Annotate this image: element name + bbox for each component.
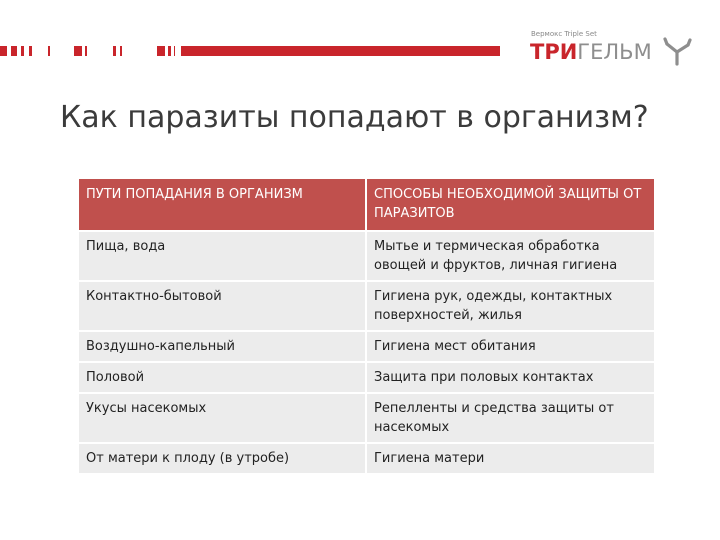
logo-word-grey: ГЕЛЬМ xyxy=(577,40,652,64)
route-cell: Контактно-бытовой xyxy=(78,281,366,331)
table-row xyxy=(78,231,655,281)
route-cell: Пища, вода xyxy=(78,231,366,281)
protection-cell: Гигиена мест обитания xyxy=(366,331,655,362)
protection-cell: Мытье и термическая обработка овощей и фруктов, личная гигиена xyxy=(366,231,655,281)
protection-cell: Защита при половых контактах xyxy=(366,362,655,393)
parasite-table xyxy=(77,177,656,475)
logo-wordmark xyxy=(530,40,652,64)
table-row xyxy=(78,331,655,362)
decorative-red-bar xyxy=(0,46,500,56)
tri-arrow-icon xyxy=(662,36,692,66)
route-cell: Воздушно-капельный xyxy=(78,331,366,362)
logo-caption: Вермокс Triple Set xyxy=(531,30,597,38)
table-row xyxy=(78,281,655,331)
logo-word-red: ТРИ xyxy=(530,40,578,64)
header-protection: СПОСОБЫ НЕОБХОДИМОЙ ЗАЩИТЫ ОТ ПАРАЗИТОВ xyxy=(366,178,655,231)
table-row xyxy=(78,443,655,474)
brand-logo xyxy=(526,30,696,70)
table-header-row xyxy=(78,178,655,231)
route-cell: Половой xyxy=(78,362,366,393)
table-row xyxy=(78,393,655,443)
protection-cell: Репелленты и средства защиты от насекомых xyxy=(366,393,655,443)
protection-cell: Гигиена рук, одежды, контактных поверхностей, жилья xyxy=(366,281,655,331)
header-routes: ПУТИ ПОПАДАНИЯ В ОРГАНИЗМ xyxy=(78,178,366,231)
table-row xyxy=(78,362,655,393)
route-cell: Укусы насекомых xyxy=(78,393,366,443)
route-cell: От матери к плоду (в утробе) xyxy=(78,443,366,474)
protection-cell: Гигиена матери xyxy=(366,443,655,474)
page-title: Как паразиты попадают в организм? xyxy=(60,100,649,135)
